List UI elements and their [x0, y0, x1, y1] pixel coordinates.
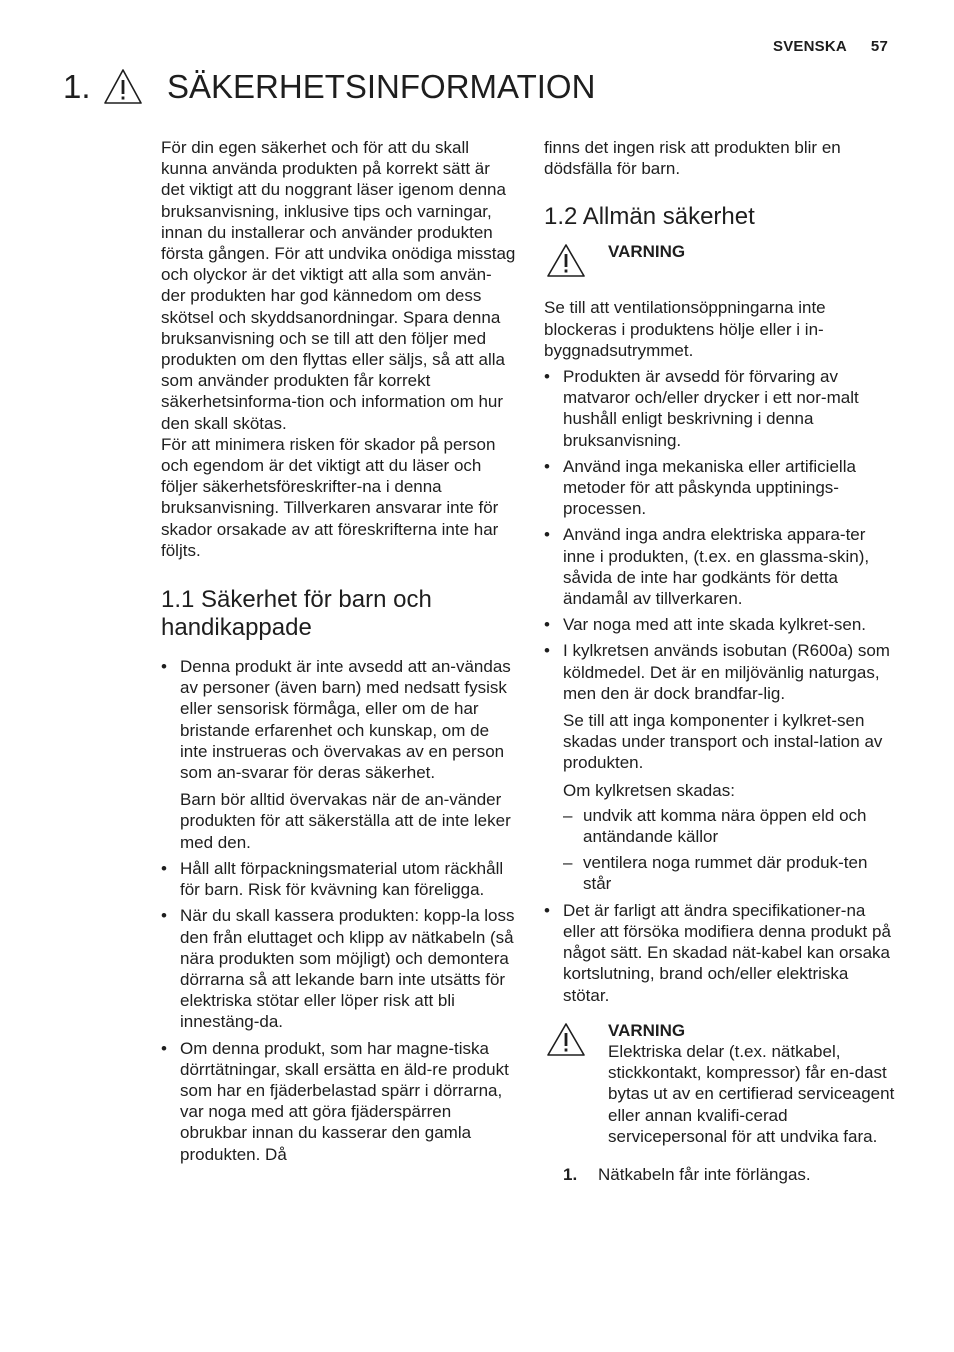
list-item: • Om denna produkt, som har magne-tiska dörrtätningar, skall ersätta en äld-re produkt som har en fjäderbelastad spärr i dörrarna, var noga med att göra fjäderspärren obrukbar innan du kasserar den gamla produkten. Då [161, 1038, 516, 1165]
list-item-text: I kylkretsen används isobutan (R600a) som köldmedel. Det är en miljövänlig naturgas, men den är dock brandfar-lig. [563, 641, 890, 703]
list-item-note: Se till att inga komponenter i kylkret-sen skadas under transport och instal-lation av produkten. [563, 711, 883, 773]
dash-item: – ventilera noga rummet där produk-ten står [563, 852, 899, 894]
warning-triangle-icon [103, 68, 143, 106]
list-item: • Håll allt förpackningsmaterial utom räckhåll för barn. Risk för kvävning kan föreligga. [161, 858, 516, 900]
page-number: 57 [870, 38, 888, 55]
list-item: • Använd inga andra elektriska appara-ter inne i produkten, (t.ex. en glassma-skin), såvida de inte har godkänts för detta ändamål av tillverkaren. [544, 524, 899, 609]
warning-label: VARNING [608, 1020, 686, 1040]
list-item [161, 656, 516, 853]
list-item-text: Denna produkt är inte avsedd att an-vändas av personer (även barn) med nedsatt fysisk eller sensorisk förmåga, eller om de har bristande erfarenhet och kunskap, om de inte instrueras och övervakas av en person som an-svarar för deras säkerhet. [180, 657, 511, 783]
list-item: • Produkten är avsedd för förvaring av matvaror och/eller drycker i ett nor-malt hushåll enligt beskrivning i denna bruksanvisning. [544, 366, 899, 451]
list-item: • När du skall kassera produkten: kopp-la loss den från eluttaget och klipp av nätkabeln (så nära produkten som möjligt) och demontera dörrarna så att lekande barn inte utsätts för elektriska stötar eller löper risk att bli innestäng-da. [161, 905, 516, 1032]
left-column [161, 137, 516, 1170]
list-item: • Det är farligt att ändra specifikationer-na eller att försöka modifiera denna produkt på något sätt. En skadad nät-kabel kan orsaka kortslutning, brand och/eller elektriska stötar. [544, 900, 899, 1006]
warning-triangle-icon [546, 1022, 586, 1058]
dash-item: – undvik att komma nära öppen eld och antändande källor [563, 805, 899, 847]
item-number: 1. [563, 1164, 578, 1184]
numbered-list [544, 1164, 899, 1185]
page-header [773, 38, 888, 55]
subsection-heading-1-2: 1.2 Allmän säkerhet [544, 203, 755, 231]
list-item: • Använd inga mekaniska eller artificiella metoder för att påskynda upptinings-processen. [544, 456, 899, 520]
warning-box-2 [544, 1020, 899, 1147]
warning-triangle-icon [546, 243, 586, 279]
child-safety-list [161, 656, 516, 1165]
list-item-note: Barn bör alltid övervakas när de an-vänder produkten för att säkerställa att de inte leker med den. [180, 790, 511, 852]
dash-list [563, 805, 899, 895]
language-label: SVENSKA [772, 38, 847, 55]
numbered-item [563, 1164, 899, 1185]
warning-label: VARNING [608, 242, 686, 262]
intro-paragraph-2: För att minimera risken för skador på person och egendom är det viktigt att du läser och följer säkerhetsföreskrifter-na i denna bruksanvisning. Tillverkaren ansvarar inte för skador orsakade av att föreskrifterna inte har följts. [161, 434, 499, 560]
section-title [63, 66, 596, 108]
list-item: • Var noga med att inte skada kylkret-sen. [544, 614, 899, 635]
continued-paragraph: finns det ingen risk att produkten blir en dödsfälla för barn. [544, 138, 841, 179]
ventilation-paragraph: Se till att ventilationsöppningarna inte blockeras i produktens hölje eller i in-byggnadsutrymmet. [544, 298, 826, 360]
general-safety-list [544, 366, 899, 1006]
list-item [544, 640, 899, 894]
right-column [544, 137, 899, 1185]
warning-text: Elektriska delar (t.ex. nätkabel, stickkontakt, kompressor) får en-dast bytas ut av en certifierad serviceagent eller annan kvalifi-cerad servicepersonal för att undvika fara. [608, 1041, 895, 1146]
list-item-note: Om kylkretsen skadas: [563, 780, 735, 800]
section-number: 1. [63, 68, 91, 105]
subsection-heading-1-1: 1.1 Säkerhet för barn och handikappade [161, 586, 432, 642]
intro-paragraph-1: För din egen säkerhet och för att du skall kunna använda produkten på korrekt sätt är det viktigt att du noggrant läser igenom denna bruksanvisning, inklusive tips och varningar, innan du installerar och använder produkten första gången. För att undvika onödiga misstag och olyckor är det viktigt att alla som använ-der produkten har god kännedom om dess skötsel och skyddsanordningar. Spara denna bruksanvisning och se till att den följer med produkten om den flyttas eller säljs, så att alla som använder produkten får korrekt säkerhetsinforma-tion och information om hur den skall skötas. [161, 138, 516, 433]
warning-box-1 [544, 241, 899, 287]
item-text: Nätkabeln får inte förlängas. [598, 1164, 811, 1184]
section-heading: SÄKERHETSINFORMATION [167, 68, 596, 105]
